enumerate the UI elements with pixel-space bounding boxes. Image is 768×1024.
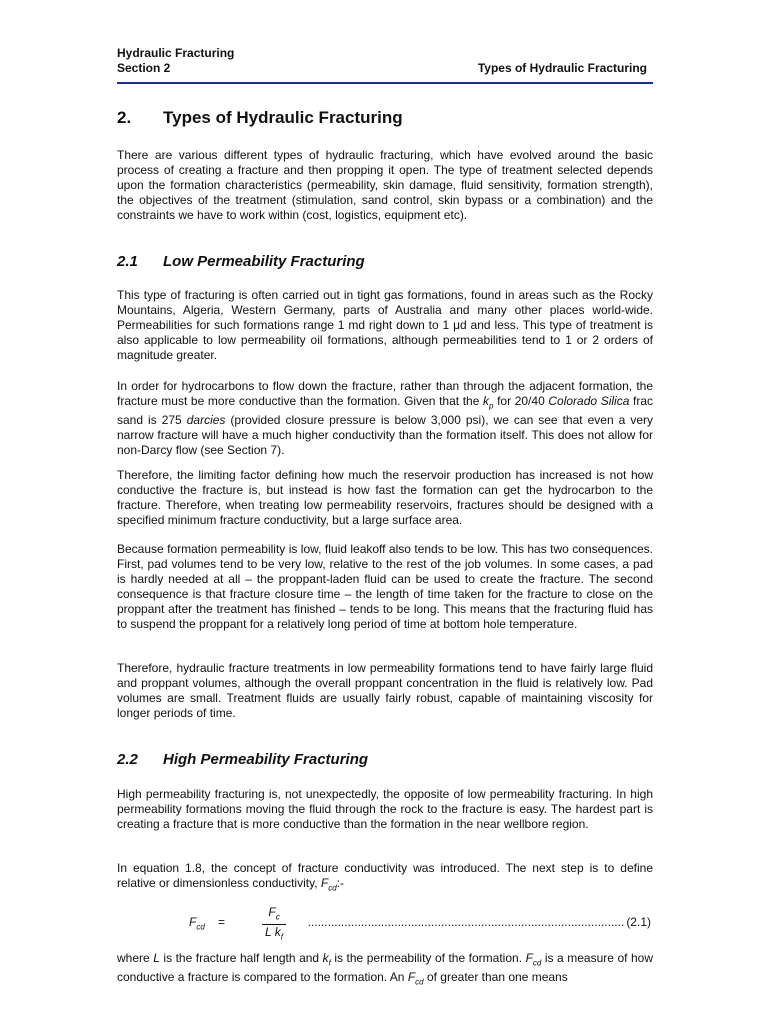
header-title: Hydraulic Fracturing: [117, 46, 235, 60]
subsection-heading-2-1: [117, 253, 365, 270]
intro-paragraph: There are various different types of hydraulic fracturing, which have evolved around the basic process of creating a fracture and then propping it open. The type of treatment selected depends upon the formation characteristics (permeability, skin damage, fluid sensitivity, formation strength), the objectives of the treatment (stimulation, sand control, skin bypass or a combination) and the constraints we have to work within (cost, logistics, equipment etc).: [117, 148, 653, 222]
header-section: Section 2: [117, 61, 171, 75]
paragraph: In order for hydrocarbons to flow down the fracture, rather than through the adjacent formation, the fracture must be more conductive than the formation. Given that the $k_p$ for 20/40 Colorado Silica frac sand is 275 darcies (provided closure pressure is below 3,000 psi), we can see that even a very narrow fracture will have a much higher conductivity than the formation itself. This does not allow for non-Darcy flow (see Section 7).: [117, 379, 653, 458]
paragraph: In equation 1.8, the concept of fracture conductivity was introduced. The next step is to define relative or dimensionless conductivity, $F_{cd}:-$: [117, 861, 653, 893]
paragraph: High permeability fracturing is, not unexpectedly, the opposite of low permeability fracturing. In high permeability formations moving the fluid through the rock to the fracture is easy. The hardest part is creating a fracture that is more conductive than the formation in the near wellbore region.: [117, 787, 653, 831]
equation-leader-dots: (2.1) ...............................................................................................: [307, 915, 651, 929]
paragraph: Because formation permeability is low, fluid leakoff also tends to be low. This has two consequences. First, pad volumes tend to be very low, relative to the rest of the job volumes. In some cases, a pad is hardly needed at all – the proppant-laden fluid can be used to create the fracture. The second consequence is that fracture closure time – the length of time taken for the fracture to close on the proppant after the treatment has finished – tends to be long. This means that the fracturing fluid has to suspend the proppant for a relatively long period of time at bottom hole temperature.: [117, 542, 653, 631]
section-heading: [117, 108, 403, 128]
equation-number: (2.1): [626, 915, 651, 929]
fraction-numerator: $F_c$: [262, 905, 286, 925]
header-rule: [117, 82, 653, 84]
subsection-title: High Permeability Fracturing: [163, 751, 369, 768]
section-number: 2.: [117, 108, 132, 127]
subsection-number: 2.1: [117, 253, 138, 270]
fraction-denominator: L $k_f$: [265, 925, 284, 942]
equation-equals: =: [218, 915, 226, 929]
subsection-number: 2.2: [117, 751, 138, 768]
section-title: Types of Hydraulic Fracturing: [163, 108, 403, 127]
subsection-heading-2-2: [117, 751, 368, 768]
header-chapter-title: Types of Hydraulic Fracturing: [477, 61, 647, 75]
equation-2-1: [117, 905, 653, 942]
paragraph: Therefore, hydraulic fracture treatments in low permeability formations tend to have fairly large fluid and proppant volumes, although the overall proppant concentration in the fluid is relatively low. Pad volumes are small. Treatment fluids are usually fairly robust, capable of maintaining viscosity for longer periods of time.: [117, 661, 653, 720]
paragraph: where L is the fracture half length and $k_f$ is the permeability of the formation. $F_{cd}$ is a measure of how conductive a fracture is compared to the formation. An $F_{cd}$ of greater than one means: [117, 951, 653, 987]
equation-fraction: [262, 905, 286, 945]
paragraph: This type of fracturing is often carried out in tight gas formations, found in areas such as the Rocky Mountains, Algeria, Western Germany, parts of Australia and many other places world-wide. Permeabilities for such formations range 1 md right down to 1 μd and less. This type of treatment is also applicable to low permeability oil formations, although permeabilities tend to 1 or 2 orders of magnitude greater.: [117, 288, 653, 362]
paragraph: Therefore, the limiting factor defining how much the reservoir production has increased is not how conductive the fracture is, but instead is how fast the formation can get the hydrocarbon to the fracture. Therefore, when treating low permeability reservoirs, fractures should be designed with a specified minimum fracture conductivity, but a large surface area.: [117, 468, 653, 527]
equation-lhs: $F_{cd}$: [189, 915, 205, 932]
subsection-title: Low Permeability Fracturing: [163, 253, 365, 270]
